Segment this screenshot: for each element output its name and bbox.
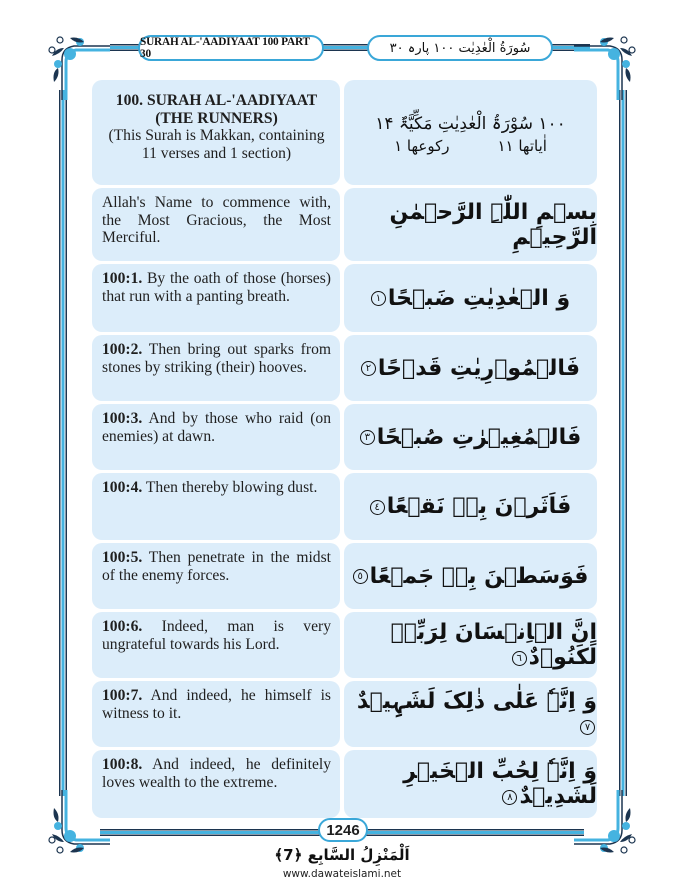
verse-row (92, 335, 597, 401)
verse-arabic-text (353, 564, 589, 589)
verse-translation: Indeed, man is very ungrateful towards his Lord. (102, 618, 331, 653)
verse-reference: 100:1. (102, 270, 143, 287)
verse-arabic-text (371, 286, 570, 311)
ayah-number-marker-icon: ٥ (353, 569, 368, 584)
section-count-arabic: رکوعھا ۱ (394, 136, 450, 155)
verse-reference: 100:7. (102, 687, 143, 704)
verse-row (92, 750, 597, 818)
verse-arabic-cell (344, 264, 597, 332)
surah-subtitle: (THE RUNNERS) (155, 109, 278, 127)
verse-english-cell (92, 612, 340, 678)
verse-arabic-text (361, 356, 580, 381)
verse-translation: Then thereby blowing dust. (145, 479, 318, 496)
header-english-title: SURAH AL-'AADIYAAT 100 PART 30 (138, 35, 324, 61)
verse-translation: Then penetrate in the midst of the enemy forces. (102, 549, 331, 584)
verse-arabic-text (344, 759, 597, 809)
bismillah-arabic-cell (344, 188, 597, 261)
verse-arabic: فَوَسَطۡنَ بِہٖ جَمۡعًا (369, 563, 589, 589)
verse-english-cell (92, 335, 340, 401)
page-number: 1246 (318, 818, 368, 842)
verse-arabic-cell (344, 612, 597, 678)
verse-reference: 100:5. (102, 549, 143, 566)
verse-translation: And by those who raid (on enemies) at dawn. (102, 410, 331, 445)
verse-arabic: وَ اِنَّہٗ عَلٰی ذٰلِکَ لَشَہِیۡدٌ (356, 689, 597, 714)
verse-arabic-cell (344, 473, 597, 540)
verse-row (92, 612, 597, 678)
verse-count-arabic: اٰیاتھا ۱۱ (497, 136, 547, 155)
verse-translation: By the oath of those (horses) that run with a panting breath. (102, 270, 331, 305)
frame-right-border (619, 90, 627, 796)
verse-arabic-text (370, 494, 572, 519)
intro-row (92, 80, 597, 185)
ayah-number-marker-icon: ٦ (512, 651, 527, 666)
ayah-number-marker-icon: ٤ (370, 500, 385, 515)
verse-english-cell (92, 473, 340, 540)
ayah-number-marker-icon: ٢ (361, 361, 376, 376)
verse-english-cell (92, 264, 340, 332)
verse-arabic-text (344, 689, 597, 739)
verse-arabic-cell (344, 404, 597, 470)
verse-translation: And indeed, he definitely loves wealth to the extreme. (102, 756, 331, 791)
manzil-label: اَلْمَنْزِلُ السَّابِع ﴿7﴾ (274, 846, 410, 864)
verse-row (92, 543, 597, 609)
ayah-number-marker-icon: ٣ (360, 430, 375, 445)
verse-arabic-text (344, 620, 597, 670)
frame-left-border (59, 90, 67, 796)
verse-english-cell (92, 681, 340, 747)
bismillah-arabic: بِسۡمِ اللّٰہِ الرَّحۡمٰنِ الرَّحِیۡمِ (389, 199, 597, 250)
ayah-number-marker-icon: ١ (371, 291, 386, 306)
verse-row (92, 473, 597, 540)
verse-arabic: اِنَّ الۡاِنۡسَانَ لِرَبِّہٖ لَکَنُوۡدٌ (390, 620, 597, 670)
verse-arabic: وَ اِنَّہٗ لِحُبِّ الۡخَیۡرِ لَشَدِیۡدٌ (403, 759, 597, 809)
verse-arabic: فَاَثَرۡنَ بِہٖ نَقۡعًا (386, 494, 572, 519)
verse-arabic-cell (344, 681, 597, 747)
verse-translation: And indeed, he himself is witness to it. (102, 687, 331, 722)
verse-arabic-cell (344, 543, 597, 609)
verse-reference: 100:6. (102, 618, 143, 635)
ayah-number-marker-icon: ٧ (580, 720, 595, 735)
verse-reference: 100:3. (102, 410, 143, 427)
verse-translation: Then bring out sparks from stones by striking (their) hooves. (102, 341, 331, 376)
verse-arabic: فَالۡمُوۡرِیٰتِ قَدۡحًا (377, 355, 581, 381)
verse-arabic: وَ الۡعٰدِیٰتِ ضَبۡحًا (387, 285, 571, 311)
website-url: www.dawateislami.net (282, 868, 402, 880)
verse-reference: 100:4. (102, 479, 143, 496)
surah-title: 100. SURAH AL-'AADIYAAT (115, 92, 318, 109)
bismillah-english-cell: Allah's Name to commence with, the Most Gracious, the Most Merciful. (92, 188, 340, 261)
bismillah-row (92, 188, 597, 261)
surah-description: (This Surah is Makkan, containing 11 verses and 1 section) (108, 127, 325, 162)
header-arabic-title: سُورَةُ الْعٰدِيٰت ۱۰۰ پارہ ۳۰ (367, 35, 553, 61)
verse-english-cell (92, 543, 340, 609)
verse-arabic-text (360, 425, 582, 450)
verse-reference: 100:2. (102, 341, 143, 358)
verse-arabic-cell (344, 750, 597, 818)
translation-table (92, 80, 597, 821)
verse-reference: 100:8. (102, 756, 143, 773)
surah-arabic-heading: ۱۰۰ سُوْرَۃُ الْعٰدِیٰتِ مَکِّیَّۃٌ ۱۴ (375, 113, 566, 134)
verse-row (92, 404, 597, 470)
ayah-number-marker-icon: ٨ (502, 790, 517, 805)
verse-arabic: فَالۡمُغِیۡرٰتِ صُبۡحًا (376, 424, 582, 450)
verse-english-cell (92, 404, 340, 470)
verse-row (92, 681, 597, 747)
intro-arabic-cell (344, 80, 597, 185)
verse-english-cell (92, 750, 340, 818)
verse-row (92, 264, 597, 332)
intro-english-cell (92, 80, 340, 185)
verse-arabic-cell (344, 335, 597, 401)
